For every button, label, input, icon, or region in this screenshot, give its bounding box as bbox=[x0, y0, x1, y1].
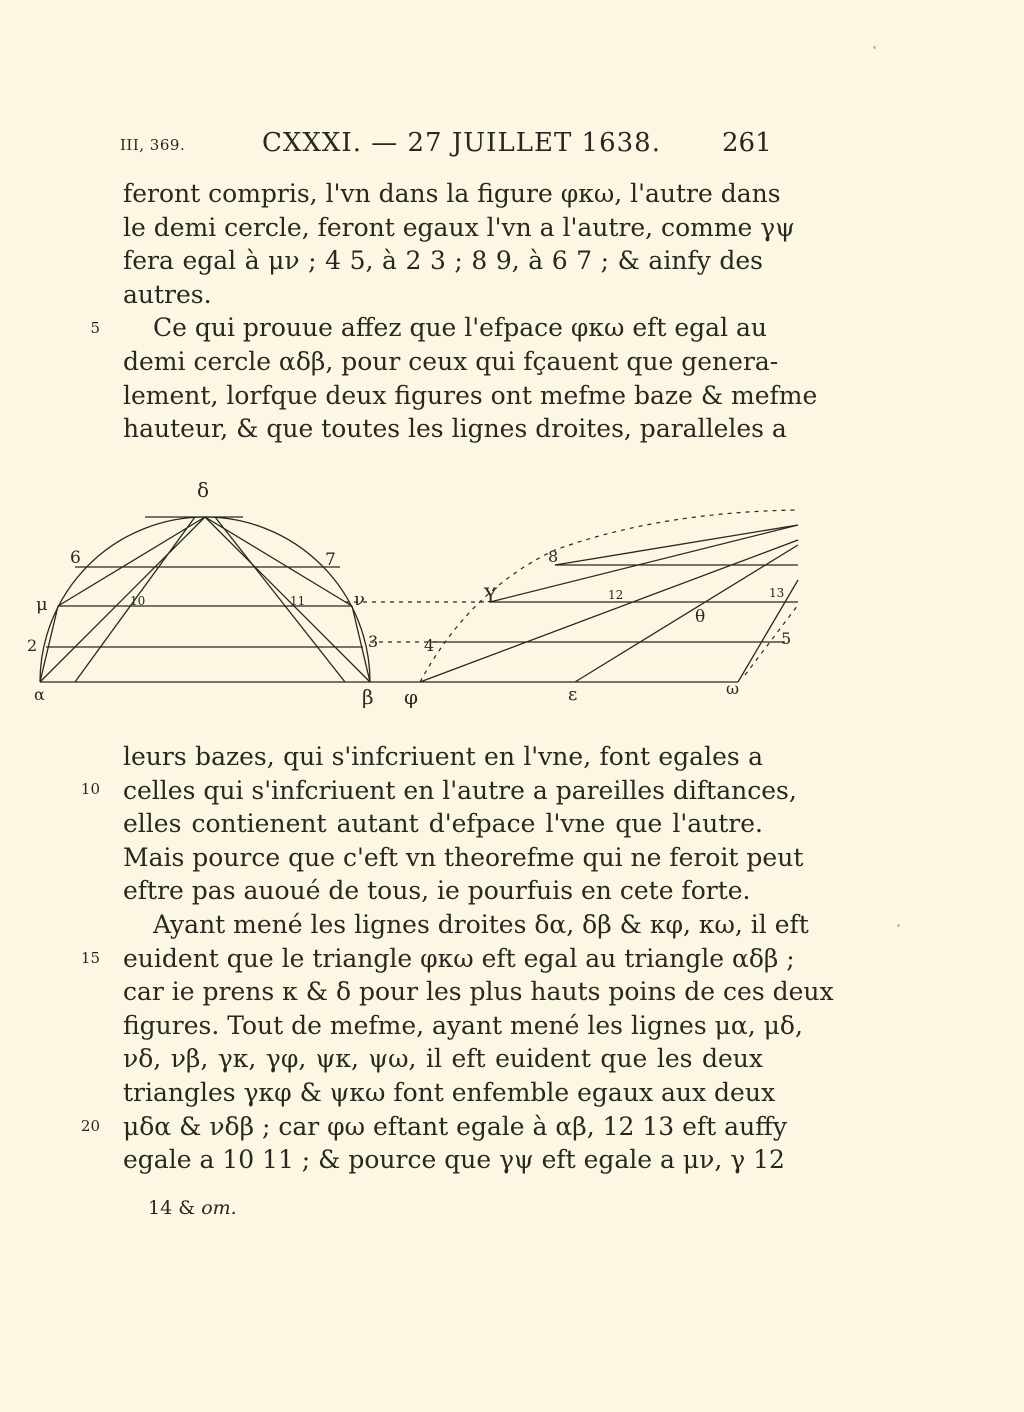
text-line: egale a 10 11 ; & pource que γψ eft egale a μν, γ 12 bbox=[123, 1145, 785, 1175]
label-11: 11 bbox=[290, 594, 306, 608]
label-omega: ω bbox=[726, 679, 740, 698]
label-10: 10 bbox=[130, 594, 146, 608]
paper-speck bbox=[897, 924, 900, 927]
text-line: Ayant mené les lignes droites δα, δβ & κφ, κω, il eft bbox=[153, 909, 809, 939]
running-header bbox=[0, 128, 1024, 168]
label-phi: φ bbox=[404, 685, 419, 709]
text-line: triangles γκφ & ψκω font enfemble egaux aux deux bbox=[123, 1077, 776, 1107]
label-beta: β bbox=[362, 685, 374, 709]
text-line: le demi cercle, feront egaux l'vn a l'autre, comme γψ bbox=[123, 212, 795, 242]
text-line: euident que le triangle φκω eft egal au triangle αδβ ; bbox=[123, 943, 795, 973]
text-line: feront compris, l'vn dans la figure φκω, l'autre dans bbox=[123, 179, 781, 208]
label-alpha: α bbox=[34, 685, 45, 704]
semicircle-arc bbox=[40, 517, 370, 682]
label-theta: θ bbox=[695, 607, 706, 627]
label-delta: δ bbox=[197, 478, 210, 502]
geometric-figure bbox=[0, 470, 1024, 720]
label-gamma: Υ bbox=[484, 583, 498, 607]
line-number: 5 bbox=[90, 319, 100, 337]
footnote-ref: 14 & bbox=[148, 1197, 196, 1219]
label-mu: μ bbox=[36, 594, 48, 615]
label-5: 5 bbox=[781, 629, 792, 648]
label-13: 13 bbox=[769, 586, 785, 600]
page-number: 261 bbox=[722, 128, 772, 158]
footnote-note: om. bbox=[201, 1197, 237, 1219]
label-4: 4 bbox=[424, 636, 435, 655]
text-line: leurs bazes, qui s'infcriuent en l'vne, font egales a bbox=[123, 742, 763, 771]
footnote bbox=[148, 1197, 237, 1219]
label-epsilon: ε bbox=[568, 684, 578, 705]
letter-title: CXXXI. — 27 JUILLET 1638. bbox=[262, 128, 661, 158]
label-12: 12 bbox=[608, 588, 624, 602]
paper-speck bbox=[873, 46, 876, 49]
label-2: 2 bbox=[27, 636, 38, 655]
text-line: car ie prens κ & δ pour les plus hauts poins de ces deux bbox=[123, 977, 834, 1007]
text-line: figures. Tout de mefme, ayant mené les lignes μα, μδ, bbox=[123, 1010, 803, 1040]
text-line: demi cercle αδβ, pour ceux qui fçauent que genera- bbox=[123, 346, 779, 376]
text-line: hauteur, & que toutes les lignes droites, paralleles a bbox=[123, 414, 787, 444]
label-nu: ν bbox=[354, 589, 365, 610]
text-line: μδα & νδβ ; car φω eftant egale à αβ, 12 13 eft auffy bbox=[123, 1111, 788, 1141]
text-line: elles contienent autant d'efpace l'vne que l'autre. bbox=[123, 809, 763, 839]
text-line: Mais pource que c'eft vn theorefme qui ne feroit peut bbox=[123, 842, 804, 872]
text-line: νδ, νβ, γκ, γφ, ψκ, ψω, il eft euident que les deux bbox=[123, 1044, 763, 1074]
text-line: lement, lorfque deux figures ont mefme baze & mefme bbox=[123, 380, 818, 410]
text-line: fera egal à μν ; 4 5, à 2 3 ; 8 9, à 6 7 ; & ainfy des bbox=[123, 246, 763, 276]
text-line: eftre pas auoué de tous, ie pourfuis en cete forte. bbox=[123, 876, 751, 906]
label-7: 7 bbox=[325, 550, 336, 570]
figure-drawing bbox=[0, 470, 1024, 720]
text-block-upper bbox=[123, 177, 818, 446]
text-block-lower bbox=[123, 740, 834, 1177]
label-6: 6 bbox=[70, 548, 81, 568]
text-line: Ce qui prouue affez que l'efpace φκω eft egal au bbox=[153, 313, 768, 343]
line-number: 10 bbox=[80, 780, 100, 798]
line-number: 20 bbox=[80, 1117, 100, 1135]
text-line: celles qui s'infcriuent en l'autre a pareilles diftances, bbox=[123, 775, 797, 805]
label-8: 8 bbox=[548, 547, 559, 566]
volume-reference: III, 369. bbox=[120, 136, 186, 154]
label-3: 3 bbox=[368, 632, 379, 651]
text-line: autres. bbox=[123, 279, 212, 309]
line-number: 15 bbox=[80, 949, 100, 967]
